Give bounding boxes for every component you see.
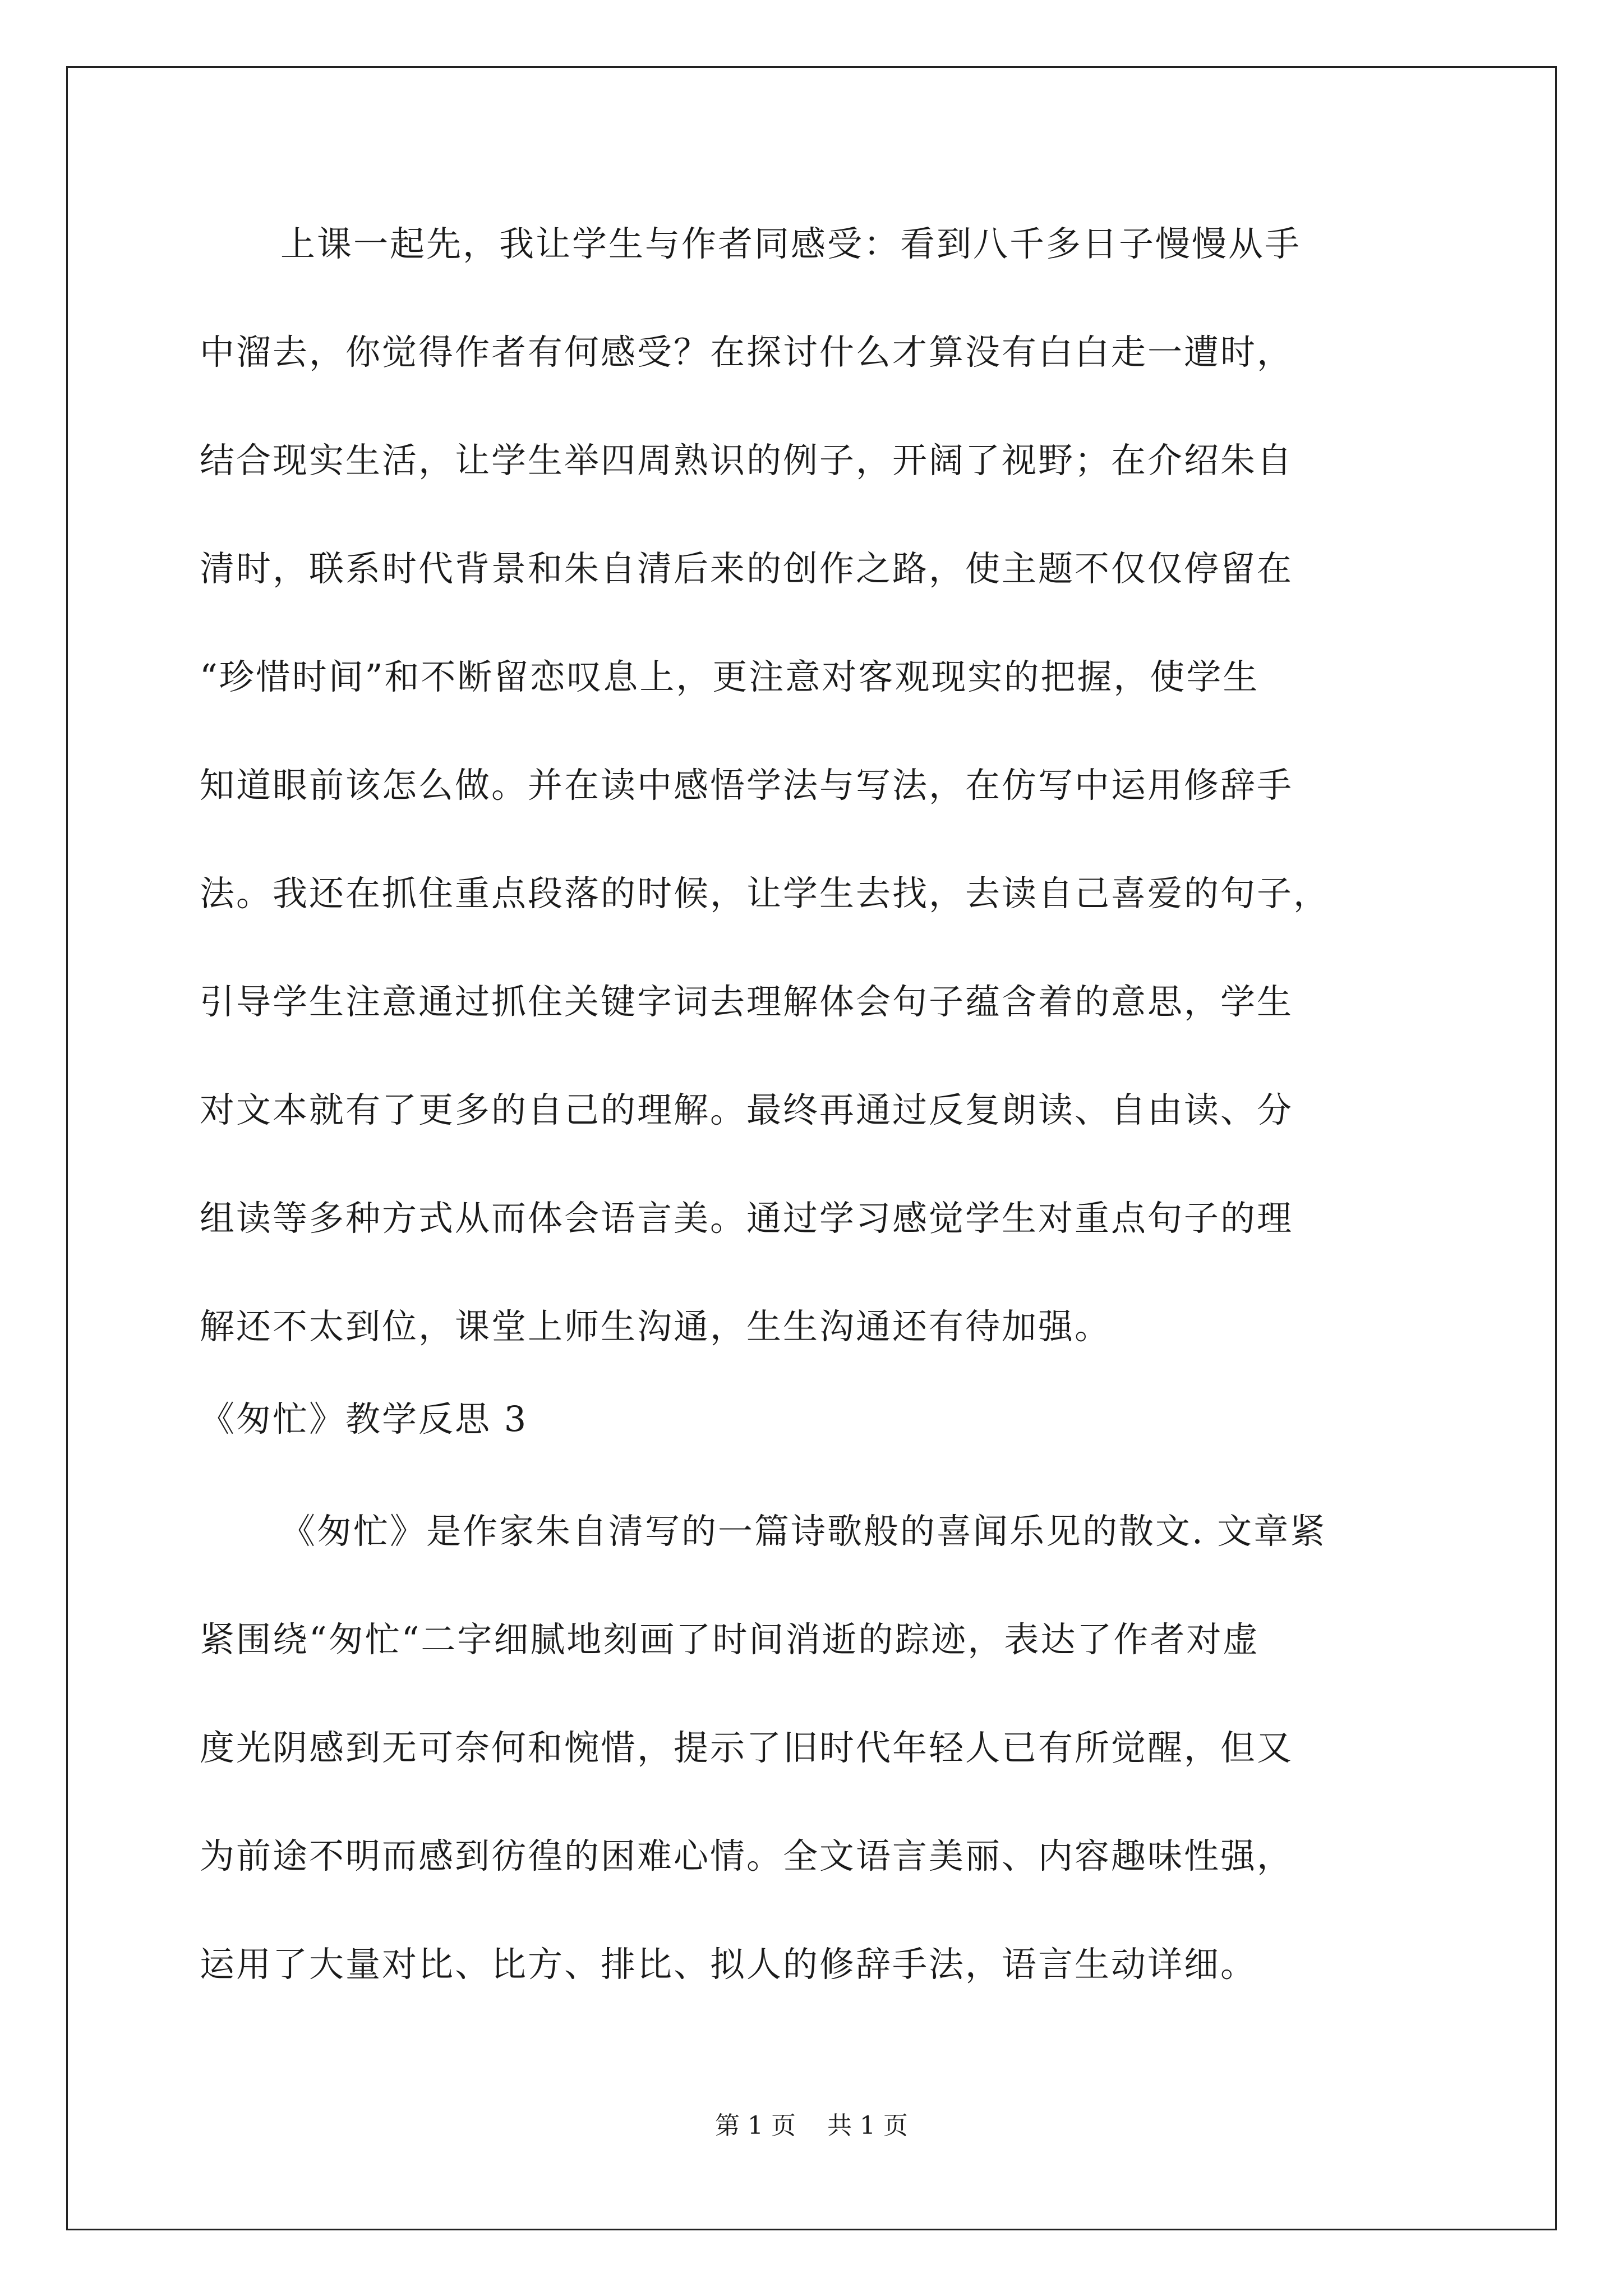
paragraph-line: 度光阴感到无可奈何和惋惜，提示了旧时代年轻人已有所觉醒，但又 — [200, 1727, 1294, 1768]
paragraph-line: 知道眼前该怎么做。并在读中感悟学法与写法，在仿写中运用修辞手 — [200, 765, 1294, 806]
paragraph-line: 清时，联系时代背景和朱自清后来的创作之路，使主题不仅仅停留在 — [200, 548, 1294, 589]
page-footer: 第 1 页 共 1 页 — [715, 2111, 908, 2140]
paragraph-line: 结合现实生活，让学生举四周熟识的例子，开阔了视野；在介绍朱自 — [200, 440, 1294, 481]
paragraph-line: 《匆忙》是作家朱自清写的一篇诗歌般的喜闻乐见的散文. 文章紧 — [280, 1511, 1327, 1552]
paragraph-line: 引导学生注意通过抓住关键字词去理解体会句子蕴含着的意思，学生 — [200, 981, 1294, 1022]
paragraph-line: 运用了大量对比、比方、排比、拟人的修辞手法，语言生动详细。 — [200, 1944, 1257, 1985]
page-border — [66, 66, 1557, 2230]
paragraph-line: 上课一起先，我让学生与作者同感受：看到八千多日子慢慢从手 — [280, 223, 1302, 264]
paragraph-line: 对文本就有了更多的自己的理解。最终再通过反复朗读、自由读、分 — [200, 1089, 1294, 1130]
paragraph-line: 中溜去，你觉得作者有何感受？在探讨什么才算没有白白走一遭时， — [200, 332, 1294, 372]
paragraph-line: 组读等多种方式从而体会语言美。通过学习感觉学生对重点句子的理 — [200, 1198, 1294, 1239]
paragraph-line: “珍惜时间”和不断留恋叹息上，更注意对客观现实的把握，使学生 — [200, 656, 1260, 697]
paragraph-line: 为前途不明而感到彷徨的困难心情。全文语言美丽、内容趣味性强， — [200, 1835, 1294, 1876]
paragraph-line: 解还不太到位，课堂上师生沟通，生生沟通还有待加强。 — [200, 1306, 1112, 1347]
paragraph-line: 紧围绕“匆忙“二字细腻地刻画了时间消逝的踪迹，表达了作者对虚 — [200, 1619, 1260, 1660]
paragraph-line: 法。我还在抓住重点段落的时候，让学生去找，去读自己喜爱的句子， — [200, 873, 1330, 914]
section-heading: 《匆忙》教学反思 3 — [200, 1398, 528, 1439]
